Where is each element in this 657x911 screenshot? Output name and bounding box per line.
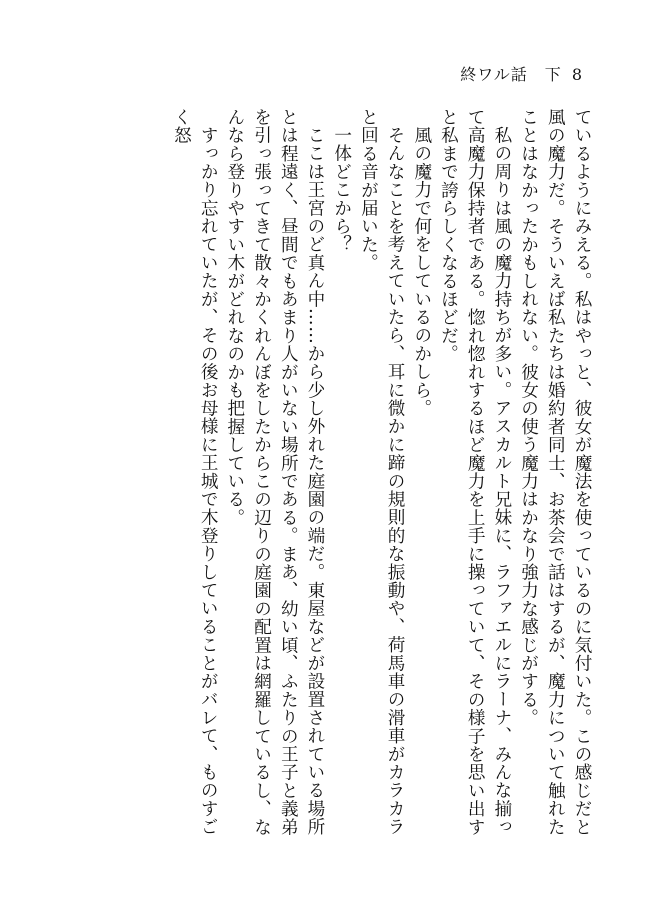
paragraph: ているようにみえる。私はやっと、彼女が魔法を使っているのに気付いた。この感じだと風の魔力だ。そういえば私たちは婚約者同士、お茶会で話はするが、魔力について触れたことはなかったかもしれない。彼女の使う魔力はかなり強力な感じがする。: [518, 108, 592, 836]
book-title: 終ワル話 下: [460, 65, 562, 84]
page-number: 8: [571, 65, 583, 84]
paragraph: ここは王宮のど真ん中……から少し外れた庭園の端だ。東屋などが設置されている場所とは程遠く、昼間でもあまり人がいない場所である。まあ、幼い頃、ふたりの王子と義弟を引っ張ってきて散々かくれんぼをしたからこの辺りの庭園の配置は網羅しているし、なんなら登りやすい木がどれなのかも把握している。: [224, 108, 325, 836]
running-header: [460, 62, 583, 85]
main-text: [35, 108, 595, 848]
paragraph: そんなことを考えていたら、耳に微かに蹄の規則的な振動や、荷馬車の滑車がカラカラと回る音が届いた。: [358, 108, 406, 836]
paragraph: 一体どこから？: [331, 125, 352, 253]
paragraph: すっかり忘れていたが、その後お母様に王城で木登りしていることがバレて、ものすごく怒: [171, 108, 219, 836]
paragraph: 私の周りは風の魔力持ちが多い。アスカルト兄妹に、ラファエルにラーナ、みんな揃って高魔力保持者である。惚れ惚れするほど魔力を上手に操っていて、その様子を思い出すと私まで誇らしくなるほどだ。: [438, 108, 512, 836]
paragraph: 風の魔力で何をしているのかしら。: [411, 125, 432, 417]
